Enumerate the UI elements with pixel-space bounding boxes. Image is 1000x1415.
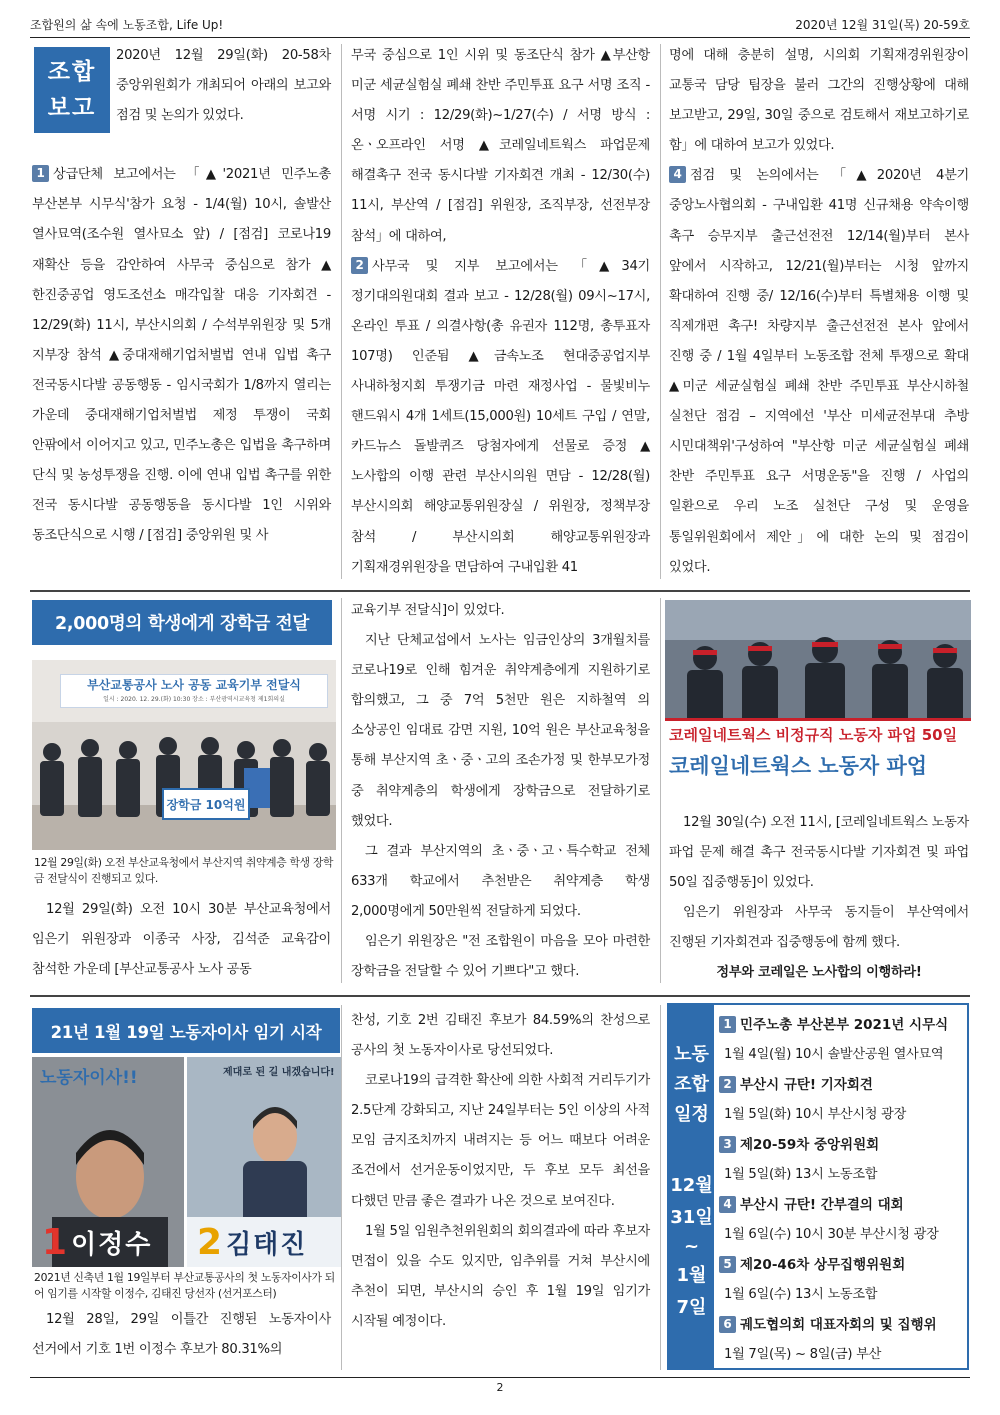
poster-2-num: 2 xyxy=(197,1221,223,1263)
schedule-date-3: ~ xyxy=(683,1236,700,1257)
scholarship-col-2 xyxy=(351,596,650,987)
schedule-item xyxy=(719,1010,964,1070)
schedule-item xyxy=(719,1190,964,1250)
item-number-badge: 1 xyxy=(32,165,49,182)
schedule-item-title: 부산시 규탄! 기자회견 xyxy=(740,1077,873,1093)
scholarship-text-2: 교육기부 전달식]이 있었다. xyxy=(351,603,505,618)
report-col-1 xyxy=(32,41,331,581)
page-number: 2 xyxy=(496,1381,504,1394)
schedule-title-1: 노동 xyxy=(674,1044,709,1065)
scholarship-col-1 xyxy=(32,895,331,985)
schedule-date-2: 31일 xyxy=(670,1207,713,1228)
schedule-item-detail: 1월 6일(수) 13시 노동조합 xyxy=(724,1287,878,1302)
schedule-item xyxy=(719,1310,964,1370)
schedule-item-title: 제20-46차 상무집행위원회 xyxy=(740,1257,906,1273)
schedule-num-badge: 4 xyxy=(719,1196,736,1213)
report-item-1: 1 상급단체 보고에서는 「▲'2021년 민주노총 부산본부 시무식'참가 요청 - 1/4(월) 10시, 솔발산 열사묘역(조수원 열사묘소 앞) / [점검] 코로나19 재확산 등을 감안하여 사무국 중심으로 참가 ▲한진중공업 영도조선소 매각입찰 대응 기자회견 - 12/29(화) 11시, 부산시의회 / 수석부위원장 및 5개 지부장 참석 ▲중대재해기업처벌법 연내 입법 촉구 전국동시다발 공동행동 - 임시국회가 1/8까지 열리는 가운데 중대재해기업처벌법 제정 투쟁이 국회 안팎에서 이어지고 있고, 민주노총은 입법을 촉구하며 단식 및 농성투쟁을 진행. 이에 연내 입법 촉구를 위한 전국 동시다발 공동행동을 동시다발 1인 시위와 동조단식으로 시행 / [점검] 중앙위원 및 사 xyxy=(32,166,331,544)
labor-director-text-4: 1월 5일 임원추천위원회의 회의결과에 따라 후보자 면접이 있을 수도 있지만, 임추위를 거쳐 부산시에 추천이 되면, 부산시의 승인 후 1월 19일 임기가 시작될 예정이다. xyxy=(351,1223,650,1329)
scholarship-text-3: 지난 단체교섭에서 노사는 임금인상의 3개월치를 코로나19로 인해 힘겨운 취약계층에게 지원하기로 합의했고, 그 중 7억 5천만 원은 지하철역 의 소상공인 임대료 감면 지원, 10억 원은 부산교육청을 통해 부산지역 초ㆍ중ㆍ고의 조손가정 및 한부모가정 중 취약계층의 학생에게 장학금으로 전달하기로 했었다. xyxy=(351,633,650,829)
schedule-num-badge: 1 xyxy=(719,1016,736,1033)
labor-director-caption: 2021년 신축년 1월 19일부터 부산교통공사의 첫 노동자이사가 되어 임기를 시작할 이정수, 김태진 당선자 (선거포스터) xyxy=(34,1271,335,1300)
footer-rule xyxy=(30,1377,970,1378)
schedule-item xyxy=(719,1250,964,1310)
poster-1-top: 노동자이사!! xyxy=(40,1068,138,1088)
report-item-2: 2 사무국 및 지부 보고에서는 「▲34기 정기대의원대회 결과 보고 - 12/28(월) 09시~17시, 온라인 투표 / 의결사항(총 유권자 112명, 총투표자 107명) 인준됨 ▲금속노조 현대중공업지부 사내하청지회 투쟁기금 마련 재정사업 - 물빛비누 핸드워시 4개 1세트(15,000원) 10세트 구입 / 연말, 카드뉴스 돌발퀴즈 당첨자에게 선물로 증정 ▲노사합의 이행 관련 부산시의원 면담 - 12/28(월) 부산시의회 해양교통위원장실 / 위원장, 정책부장 참석 / 부산시의회 해양교통위원장과 기획재경위원장을 면담하여 구내입환 41 xyxy=(351,257,650,575)
scholarship-text-5: 임은기 위원장은 "전 조합원이 마음을 모아 마련한 장학금을 전달할 수 있어 기쁘다"고 했다. xyxy=(351,934,650,980)
labor-director-text-2: 찬성, 기호 2번 김태진 후보가 84.59%의 찬성으로 공사의 첫 노동자이사로 당선되었다. xyxy=(351,1013,650,1059)
poster-1-name: 이정수 xyxy=(71,1229,153,1260)
poster-1 xyxy=(32,1057,184,1267)
scholarship-text-4: 그 결과 부산지역의 초ㆍ중ㆍ고ㆍ특수학교 전체 633개 학교에서 추천받은 취약계층 학생 2,000명에게 50만원씩 전달하게 되었다. xyxy=(351,843,650,919)
schedule-item-detail: 1월 5일(화) 13시 노동조합 xyxy=(724,1167,878,1182)
header-issue: 2020년 12월 31일(목) 20-59호 xyxy=(795,18,970,32)
photo-sign: 부산교통공사 노사 공동 교육기부 전달식 xyxy=(87,678,301,692)
report-item-4: 4 점검 및 논의에서는 「▲2020년 4분기 중앙노사협의회 - 구내입환 41명 신규채용 약속이행 촉구 승무지부 출근선전전 12/14(월)부터 본사 앞에서 시작하고, 12/21(월)부터는 시청 앞까지 확대하여 진행 중/ 12/16(수)부터 특별채용 이행 및 직제개편 촉구! 차량지부 출근선전전 본사 앞에서 진행 중 / 1월 4일부터 노동조합 전체 투쟁으로 확대 ▲미군 세균실험실 폐쇄 찬반 주민투표 부산시하철 실천단 점검 – 지역에선 '부산 미세균전부대 추방 시민대책위'구성하여 "부산항 미군 세균실험실 폐쇄 찬반 주민투표 요구 서명운동"을 진행 / 사업의 일환으로 우리 노조 실천단 구성 및 운영을 통일위원회에서 제안」에 대한 논의 및 점검이 있었다. xyxy=(669,167,969,575)
labor-director-col-2 xyxy=(351,1006,650,1337)
column-divider xyxy=(341,598,342,983)
schedule-list xyxy=(719,1010,964,1370)
korail-photo-banner: 코레일네트웍스 비정규직 노동자 파업 50일 xyxy=(669,726,958,744)
scholarship-caption: 12월 29일(화) 오전 부산교육청에서 부산지역 취약계층 학생 장학금 전달식이 진행되고 있다. xyxy=(34,856,334,885)
schedule-num-badge: 2 xyxy=(719,1076,736,1093)
schedule-item xyxy=(719,1130,964,1190)
section-divider xyxy=(30,995,970,997)
poster-2-top: 제대로 된 길 내겠습니다! xyxy=(223,1067,335,1078)
korail-text-2: 임은기 위원장과 사무국 동지들이 부산역에서 진행된 기자회견과 집중행동에 함께 했다. xyxy=(669,905,969,951)
scholarship-text-1: 12월 29일(화) 오전 10시 30분 부산교육청에서 임은기 위원장과 이종국 사장, 김석준 교육감이 참석한 가운데 [부산교통공사 노사 공동 xyxy=(32,902,331,978)
korail-photo xyxy=(665,600,971,805)
report-col3-text: 명에 대해 충분히 설명, 시의회 기획재경위원장이 교통국 담당 팀장을 불러 그간의 진행상황에 대해 보고받고, 29일, 30일 중으로 검토해서 재보고하기로 함」에 대하여 보고가 있었다. xyxy=(669,48,969,154)
item-number-badge: 2 xyxy=(351,257,368,274)
schedule-item-detail: 1월 5일(화) 10시 부산시청 광장 xyxy=(724,1107,907,1122)
report-col-2 xyxy=(351,41,650,581)
scholarship-photo xyxy=(32,660,336,850)
header-slogan: 조합원의 삶 속에 노동조합, Life Up! xyxy=(30,18,224,32)
schedule-num-badge: 5 xyxy=(719,1256,736,1273)
item-number-badge: 4 xyxy=(669,166,686,183)
schedule-item-title: 궤도협의회 대표자회의 및 집행위 xyxy=(740,1317,937,1333)
labor-director-banner: 21년 1월 19일 노동자이사 임기 시작 xyxy=(32,1008,340,1053)
column-divider xyxy=(660,44,661,579)
schedule-num-badge: 3 xyxy=(719,1136,736,1153)
report-col-3 xyxy=(669,41,969,581)
schedule-item-title: 부산시 규탄! 간부결의 대회 xyxy=(740,1197,904,1213)
schedule-item-detail: 1월 7일(목) ~ 8일(금) 부산 xyxy=(724,1347,882,1362)
people-illustration xyxy=(32,660,336,850)
korail-photo-banner-2: 코레일네트웍스 노동자 파업 xyxy=(669,754,928,778)
column-divider xyxy=(341,44,342,579)
schedule-item-title: 민주노총 부산본부 2021년 시무식 xyxy=(740,1017,949,1033)
schedule-item xyxy=(719,1070,964,1130)
report-intro: 2020년 12월 29일(화) 20-58차 중앙위원회가 개최되어 아래의 보고와 점검 및 논의가 있었다. xyxy=(116,48,331,124)
schedule-side xyxy=(669,1005,714,1368)
labor-director-text-1: 12월 28일, 29일 이틀간 진행된 노동자이사 선거에서 기호 1번 이정수 후보가 80.31%의 xyxy=(32,1312,331,1358)
poster-2 xyxy=(187,1057,341,1267)
photo-sign-small: 일시 : 2020. 12. 29.(화) 10:30 장소 : 부산광역시교육청 제1회의실 xyxy=(103,696,285,703)
schedule-date-5: 7일 xyxy=(676,1297,707,1318)
korail-col xyxy=(669,808,969,989)
poster-2-name: 김태진 xyxy=(226,1229,308,1260)
korail-slogan: 정부와 코레일은 노사합의 이행하라! xyxy=(716,965,922,981)
report-col2-text: 무국 중심으로 1인 시위 및 동조단식 참가 ▲부산항 미군 세균실험실 폐쇄 찬반 주민투표 요구 서명 조직 - 서명 시기 : 12/29(화)~1/27(수) / 서명 방식 : 온ㆍ오프라인 서명 ▲코레일네트웍스 파업문제 해결촉구 전국 동시다발 기자회견 개최 - 12/30(수) 11시, 부산역 / [점검] 위원장, 조직부장, 선전부장 참석」에 대하여, xyxy=(351,48,650,244)
report-badge-line2: 보고 xyxy=(47,95,97,121)
schedule-item-detail: 1월 6일(수) 10시 30분 부산시청 광장 xyxy=(724,1227,939,1242)
schedule-title-2: 조합 xyxy=(674,1074,709,1095)
schedule-title-3: 일정 xyxy=(674,1104,709,1125)
schedule-date-4: 1월 xyxy=(676,1265,707,1286)
schedule-box xyxy=(667,1003,969,1370)
scholarship-banner: 2,000명의 학생에게 장학금 전달 xyxy=(32,600,332,645)
column-divider xyxy=(660,1005,661,1370)
column-divider xyxy=(341,1005,342,1370)
section-divider xyxy=(30,590,970,592)
column-divider xyxy=(660,598,661,983)
poster-1-num: 1 xyxy=(42,1221,68,1263)
scholarship-board: 장학금 10억원 xyxy=(166,797,246,812)
korail-text-1: 12월 30일(수) 오전 11시, [코레일네트웍스 노동자 파업 문제 해결 촉구 전국동시다발 기자회견 및 파업 50일 집중행동]이 있었다. xyxy=(669,815,969,891)
page-header xyxy=(30,16,970,38)
labor-director-col-1 xyxy=(32,1305,331,1365)
report-badge-line1: 조합 xyxy=(47,59,97,85)
schedule-num-badge: 6 xyxy=(719,1316,736,1333)
schedule-item-title: 제20-59차 중앙위원회 xyxy=(740,1137,880,1153)
labor-director-text-3: 코로나19의 급격한 확산에 의한 사회적 거리두기가 2.5단계 강화되고, 지난 24일부터는 5인 이상의 사적 모임 금지조치까지 내려지는 등 어느 때보다 어려운 조건에서 선거운동이었지만, 두 후보 모두 최선을 다했던 만큼 좋은 결과가 나온 것으로 보여진다. xyxy=(351,1073,650,1209)
schedule-item-detail: 1월 4일(월) 10시 솔발산공원 열사묘역 xyxy=(724,1047,944,1062)
schedule-date-1: 12월 xyxy=(670,1175,713,1196)
